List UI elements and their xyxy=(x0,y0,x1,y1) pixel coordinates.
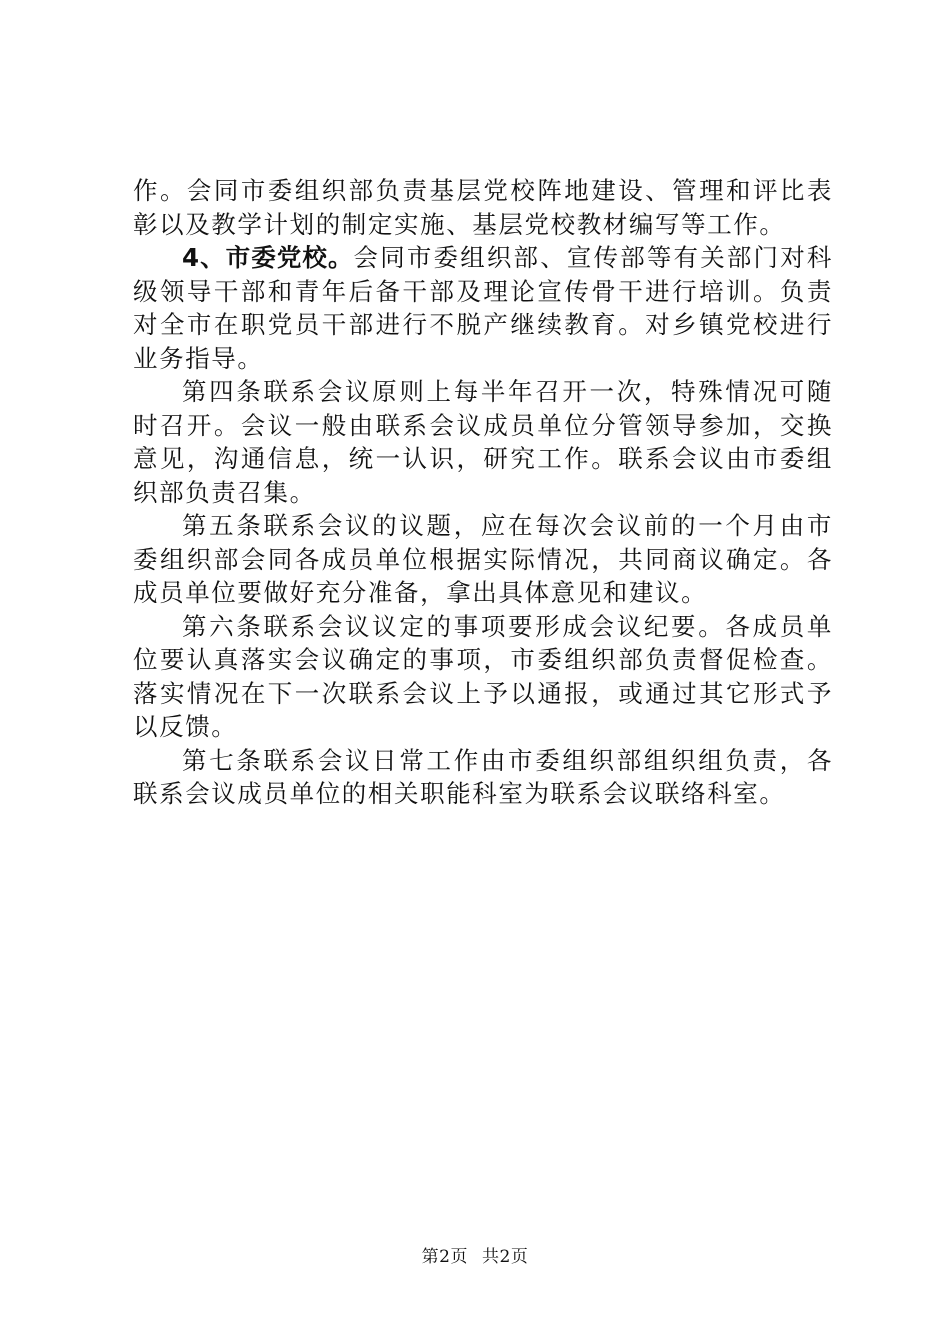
page-footer xyxy=(0,1242,950,1267)
paragraph-text: 会同市委组织部、宣传部等有关部门对科级领导干部和青年后备干部及理论宣传骨干进行培训。负责对全市在职党员干部进行不脱产继续教育。对乡镇党校进行业务指导。 xyxy=(133,243,833,373)
paragraph-heading: 4、市委党校。 xyxy=(182,243,354,272)
paragraph-text: 第六条联系会议议定的事项要形成会议纪要。各成员单位要认真落实会议确定的事项，市委组织部负责督促检查。落实情况在下一次联系会议上予以通报，或通过其它形式予以反馈。 xyxy=(133,611,833,741)
paragraph-text: 第七条联系会议日常工作由市委组织部组织组负责，各联系会议成员单位的相关职能科室为联系会议联络科室。 xyxy=(133,745,833,808)
paragraph-text: 第五条联系会议的议题，应在每次会议前的一个月由市委组织部会同各成员单位根据实际情况，共同商议确定。各成员单位要做好充分准备，拿出具体意见和建议。 xyxy=(133,511,833,607)
paragraph-text: 作。会同市委组织部负责基层党校阵地建设、管理和评比表彰以及教学计划的制定实施、基层党校教材编写等工作。 xyxy=(133,176,833,239)
paragraph-article-7 xyxy=(133,744,833,811)
paragraph-article-5 xyxy=(133,509,833,610)
paragraph-article-4 xyxy=(133,375,833,509)
paragraph-article-6 xyxy=(133,610,833,744)
document-body xyxy=(133,174,833,811)
paragraph-party-school xyxy=(133,241,833,375)
paragraph-continuation xyxy=(133,174,833,241)
page-number: 第2页 xyxy=(421,1247,468,1267)
page-total: 共2页 xyxy=(482,1247,529,1267)
paragraph-text: 第四条联系会议原则上每半年召开一次，特殊情况可随时召开。会议一般由联系会议成员单位分管领导参加，交换意见，沟通信息，统一认识，研究工作。联系会议由市委组织部负责召集。 xyxy=(133,377,833,507)
